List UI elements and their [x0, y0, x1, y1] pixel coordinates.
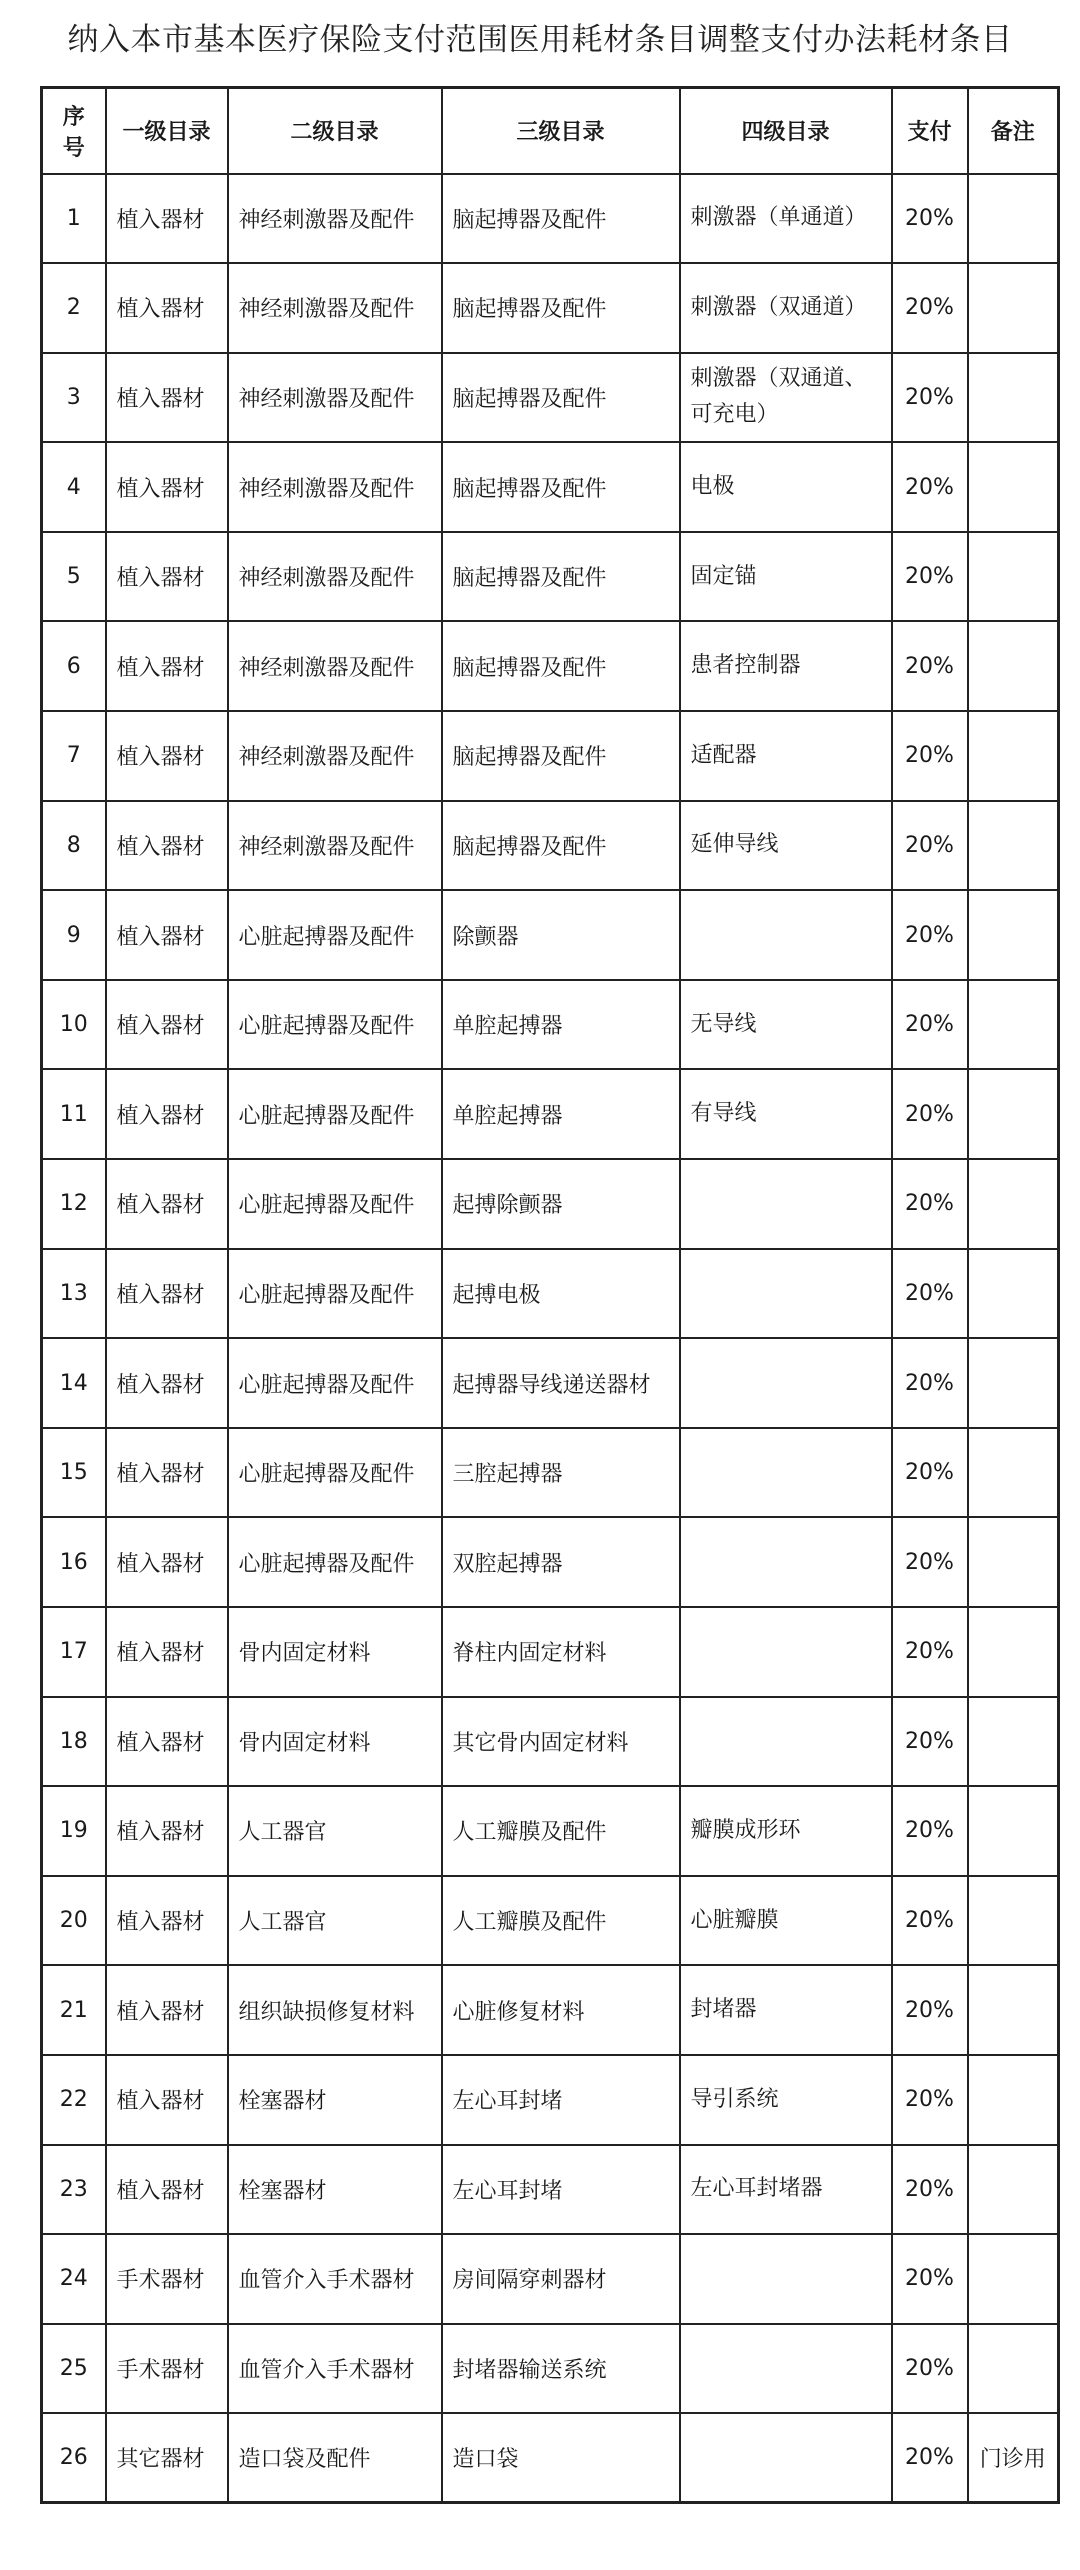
- row-number-cell: 4: [42, 442, 106, 532]
- level2-category-cell: 人工器官: [228, 1786, 442, 1876]
- level4-category-cell: [680, 1697, 892, 1787]
- level2-category-cell: 造口袋及配件: [228, 2413, 442, 2503]
- remark-cell: [968, 1249, 1059, 1339]
- level3-category-cell: 脑起搏器及配件: [442, 442, 680, 532]
- level3-category-cell: 脊柱内固定材料: [442, 1607, 680, 1697]
- row-number-cell: 20: [42, 1876, 106, 1966]
- table-row: [42, 174, 1059, 264]
- level1-category-cell: 植入器材: [106, 1786, 228, 1876]
- remark-cell: [968, 1786, 1059, 1876]
- row-number-cell: 21: [42, 1965, 106, 2055]
- remark-cell: [968, 1428, 1059, 1518]
- level4-category-cell: [680, 2324, 892, 2414]
- level4-category-cell: [680, 1249, 892, 1339]
- table-row: [42, 1249, 1059, 1339]
- payment-rate-cell: 20%: [892, 1517, 968, 1607]
- level1-category-cell: 植入器材: [106, 353, 228, 443]
- payment-rate-cell: 20%: [892, 1428, 968, 1518]
- level2-category-cell: 心脏起搏器及配件: [228, 1069, 442, 1159]
- level2-category-cell: 神经刺激器及配件: [228, 621, 442, 711]
- level3-category-cell: 除颤器: [442, 890, 680, 980]
- level3-category-cell: 脑起搏器及配件: [442, 263, 680, 353]
- level4-category-cell: [680, 2234, 892, 2324]
- table-row: [42, 621, 1059, 711]
- level1-category-cell: 植入器材: [106, 1876, 228, 1966]
- level3-category-cell: 双腔起搏器: [442, 1517, 680, 1607]
- level1-category-cell: 植入器材: [106, 174, 228, 264]
- row-number-cell: 6: [42, 621, 106, 711]
- table-row: [42, 801, 1059, 891]
- remark-cell: [968, 1517, 1059, 1607]
- level2-category-cell: 心脏起搏器及配件: [228, 890, 442, 980]
- remark-cell: [968, 2234, 1059, 2324]
- payment-rate-cell: 20%: [892, 711, 968, 801]
- level3-category-cell: 左心耳封堵: [442, 2055, 680, 2145]
- level4-category-cell: 刺激器（双通道、可充电）: [680, 353, 892, 443]
- payment-rate-cell: 20%: [892, 174, 968, 264]
- payment-rate-cell: 20%: [892, 1965, 968, 2055]
- level1-category-cell: 植入器材: [106, 890, 228, 980]
- table-row: [42, 1786, 1059, 1876]
- remark-cell: [968, 2145, 1059, 2235]
- level3-category-cell: 单腔起搏器: [442, 1069, 680, 1159]
- row-number-cell: 17: [42, 1607, 106, 1697]
- remark-cell: [968, 980, 1059, 1070]
- table-row: [42, 890, 1059, 980]
- level2-category-cell: 神经刺激器及配件: [228, 801, 442, 891]
- level2-category-cell: 神经刺激器及配件: [228, 263, 442, 353]
- table-row: [42, 1517, 1059, 1607]
- header-cell: 二级目录: [228, 88, 442, 174]
- level1-category-cell: 植入器材: [106, 711, 228, 801]
- row-number-cell: 2: [42, 263, 106, 353]
- row-number-cell: 16: [42, 1517, 106, 1607]
- payment-rate-cell: 20%: [892, 2234, 968, 2324]
- table-row: [42, 1338, 1059, 1428]
- row-number-cell: 18: [42, 1697, 106, 1787]
- header-cell: 三级目录: [442, 88, 680, 174]
- level1-category-cell: 植入器材: [106, 2055, 228, 2145]
- page-title: 纳入本市基本医疗保险支付范围医用耗材条目调整支付办法耗材条目: [67, 22, 1013, 58]
- level4-category-cell: 瓣膜成形环: [680, 1786, 892, 1876]
- payment-rate-cell: 20%: [892, 1249, 968, 1339]
- level4-category-cell: 心脏瓣膜: [680, 1876, 892, 1966]
- level1-category-cell: 植入器材: [106, 1697, 228, 1787]
- table-row: [42, 2234, 1059, 2324]
- payment-rate-cell: 20%: [892, 442, 968, 532]
- row-number-cell: 23: [42, 2145, 106, 2235]
- level3-category-cell: 脑起搏器及配件: [442, 801, 680, 891]
- level4-category-cell: 导引系统: [680, 2055, 892, 2145]
- level1-category-cell: 植入器材: [106, 980, 228, 1070]
- level2-category-cell: 心脏起搏器及配件: [228, 1249, 442, 1339]
- row-number-cell: 5: [42, 532, 106, 622]
- row-number-cell: 24: [42, 2234, 106, 2324]
- remark-cell: [968, 801, 1059, 891]
- level2-category-cell: 神经刺激器及配件: [228, 442, 442, 532]
- level2-category-cell: 血管介入手术器材: [228, 2234, 442, 2324]
- level3-category-cell: 起搏电极: [442, 1249, 680, 1339]
- remark-cell: [968, 1607, 1059, 1697]
- level1-category-cell: 植入器材: [106, 1159, 228, 1249]
- remark-cell: [968, 711, 1059, 801]
- level4-category-cell: 刺激器（双通道）: [680, 263, 892, 353]
- level4-category-cell: 适配器: [680, 711, 892, 801]
- payment-rate-cell: 20%: [892, 1159, 968, 1249]
- level1-category-cell: 植入器材: [106, 263, 228, 353]
- level2-category-cell: 骨内固定材料: [228, 1607, 442, 1697]
- payment-rate-cell: 20%: [892, 890, 968, 980]
- table-row: [42, 1428, 1059, 1518]
- table-row: [42, 442, 1059, 532]
- header-cell: 一级目录: [106, 88, 228, 174]
- remark-cell: [968, 621, 1059, 711]
- payment-rate-cell: 20%: [892, 801, 968, 891]
- remark-cell: [968, 1159, 1059, 1249]
- table-row: [42, 2055, 1059, 2145]
- header-cell: 序号: [42, 88, 106, 174]
- level3-category-cell: 脑起搏器及配件: [442, 621, 680, 711]
- level1-category-cell: 植入器材: [106, 1428, 228, 1518]
- level2-category-cell: 骨内固定材料: [228, 1697, 442, 1787]
- remark-cell: [968, 174, 1059, 264]
- remark-cell: [968, 1965, 1059, 2055]
- remark-cell: [968, 1069, 1059, 1159]
- level4-category-cell: 左心耳封堵器: [680, 2145, 892, 2235]
- payment-rate-cell: 20%: [892, 1607, 968, 1697]
- level4-category-cell: 患者控制器: [680, 621, 892, 711]
- header-cell: 备注: [968, 88, 1059, 174]
- payment-rate-cell: 20%: [892, 1697, 968, 1787]
- level4-category-cell: [680, 890, 892, 980]
- level2-category-cell: 血管介入手术器材: [228, 2324, 442, 2414]
- level1-category-cell: 植入器材: [106, 1069, 228, 1159]
- level2-category-cell: 神经刺激器及配件: [228, 353, 442, 443]
- remark-cell: [968, 2055, 1059, 2145]
- level1-category-cell: 植入器材: [106, 2145, 228, 2235]
- level3-category-cell: 起搏器导线递送器材: [442, 1338, 680, 1428]
- row-number-cell: 10: [42, 980, 106, 1070]
- row-number-cell: 14: [42, 1338, 106, 1428]
- row-number-cell: 25: [42, 2324, 106, 2414]
- payment-rate-cell: 20%: [892, 980, 968, 1070]
- level1-category-cell: 植入器材: [106, 532, 228, 622]
- payment-rate-cell: 20%: [892, 353, 968, 443]
- row-number-cell: 13: [42, 1249, 106, 1339]
- remark-cell: [968, 442, 1059, 532]
- level1-category-cell: 植入器材: [106, 621, 228, 711]
- level3-category-cell: 三腔起搏器: [442, 1428, 680, 1518]
- remark-cell: [968, 263, 1059, 353]
- table-row: [42, 1876, 1059, 1966]
- table-row: [42, 1607, 1059, 1697]
- row-number-cell: 7: [42, 711, 106, 801]
- level3-category-cell: 人工瓣膜及配件: [442, 1786, 680, 1876]
- level2-category-cell: 心脏起搏器及配件: [228, 1428, 442, 1518]
- level4-category-cell: [680, 2413, 892, 2503]
- level4-category-cell: [680, 1159, 892, 1249]
- remark-cell: 门诊用: [968, 2413, 1059, 2503]
- level4-category-cell: 无导线: [680, 980, 892, 1070]
- payment-rate-cell: 20%: [892, 2055, 968, 2145]
- table-row: [42, 532, 1059, 622]
- level1-category-cell: 植入器材: [106, 1965, 228, 2055]
- level1-category-cell: 手术器材: [106, 2234, 228, 2324]
- level1-category-cell: 植入器材: [106, 801, 228, 891]
- level2-category-cell: 栓塞器材: [228, 2145, 442, 2235]
- level2-category-cell: 心脏起搏器及配件: [228, 1159, 442, 1249]
- remark-cell: [968, 2324, 1059, 2414]
- level3-category-cell: 左心耳封堵: [442, 2145, 680, 2235]
- level4-category-cell: 固定锚: [680, 532, 892, 622]
- row-number-cell: 8: [42, 801, 106, 891]
- level1-category-cell: 手术器材: [106, 2324, 228, 2414]
- remark-cell: [968, 532, 1059, 622]
- payment-rate-cell: 20%: [892, 621, 968, 711]
- level3-category-cell: 脑起搏器及配件: [442, 711, 680, 801]
- row-number-cell: 12: [42, 1159, 106, 1249]
- table-row: [42, 1965, 1059, 2055]
- header-cell: 四级目录: [680, 88, 892, 174]
- payment-rate-cell: 20%: [892, 2145, 968, 2235]
- remark-cell: [968, 1338, 1059, 1428]
- row-number-cell: 19: [42, 1786, 106, 1876]
- table-body: [42, 174, 1059, 2503]
- table-row: [42, 711, 1059, 801]
- catalog-table: [40, 86, 1060, 2504]
- table-row: [42, 353, 1059, 443]
- level3-category-cell: 房间隔穿刺器材: [442, 2234, 680, 2324]
- row-number-cell: 15: [42, 1428, 106, 1518]
- table-row: [42, 2324, 1059, 2414]
- level2-category-cell: 心脏起搏器及配件: [228, 980, 442, 1070]
- level4-category-cell: 电极: [680, 442, 892, 532]
- level2-category-cell: 心脏起搏器及配件: [228, 1517, 442, 1607]
- level4-category-cell: [680, 1428, 892, 1518]
- level2-category-cell: 心脏起搏器及配件: [228, 1338, 442, 1428]
- table-row: [42, 2145, 1059, 2235]
- level1-category-cell: 植入器材: [106, 1249, 228, 1339]
- level3-category-cell: 脑起搏器及配件: [442, 532, 680, 622]
- payment-rate-cell: 20%: [892, 1069, 968, 1159]
- payment-rate-cell: 20%: [892, 1876, 968, 1966]
- table-row: [42, 1069, 1059, 1159]
- level1-category-cell: 植入器材: [106, 1517, 228, 1607]
- remark-cell: [968, 1876, 1059, 1966]
- level2-category-cell: 神经刺激器及配件: [228, 711, 442, 801]
- level1-category-cell: 植入器材: [106, 1338, 228, 1428]
- level4-category-cell: 延伸导线: [680, 801, 892, 891]
- level4-category-cell: 封堵器: [680, 1965, 892, 2055]
- row-number-cell: 3: [42, 353, 106, 443]
- row-number-cell: 1: [42, 174, 106, 264]
- level3-category-cell: 脑起搏器及配件: [442, 353, 680, 443]
- remark-cell: [968, 1697, 1059, 1787]
- table-row: [42, 1697, 1059, 1787]
- payment-rate-cell: 20%: [892, 2413, 968, 2503]
- level3-category-cell: 脑起搏器及配件: [442, 174, 680, 264]
- remark-cell: [968, 890, 1059, 980]
- level3-category-cell: 人工瓣膜及配件: [442, 1876, 680, 1966]
- header-row: [42, 88, 1059, 174]
- level3-category-cell: 起搏除颤器: [442, 1159, 680, 1249]
- row-number-cell: 11: [42, 1069, 106, 1159]
- level2-category-cell: 人工器官: [228, 1876, 442, 1966]
- row-number-cell: 9: [42, 890, 106, 980]
- payment-rate-cell: 20%: [892, 1786, 968, 1876]
- payment-rate-cell: 20%: [892, 263, 968, 353]
- level4-category-cell: [680, 1338, 892, 1428]
- level2-category-cell: 神经刺激器及配件: [228, 532, 442, 622]
- level3-category-cell: 封堵器输送系统: [442, 2324, 680, 2414]
- table-row: [42, 263, 1059, 353]
- table-row: [42, 2413, 1059, 2503]
- level4-category-cell: 刺激器（单通道）: [680, 174, 892, 264]
- level4-category-cell: 有导线: [680, 1069, 892, 1159]
- level1-category-cell: 植入器材: [106, 442, 228, 532]
- payment-rate-cell: 20%: [892, 2324, 968, 2414]
- level3-category-cell: 其它骨内固定材料: [442, 1697, 680, 1787]
- level4-category-cell: [680, 1607, 892, 1697]
- level4-category-cell: [680, 1517, 892, 1607]
- row-number-cell: 26: [42, 2413, 106, 2503]
- level1-category-cell: 植入器材: [106, 1607, 228, 1697]
- level3-category-cell: 造口袋: [442, 2413, 680, 2503]
- payment-rate-cell: 20%: [892, 1338, 968, 1428]
- table-row: [42, 980, 1059, 1070]
- payment-rate-cell: 20%: [892, 532, 968, 622]
- level2-category-cell: 神经刺激器及配件: [228, 174, 442, 264]
- table-row: [42, 1159, 1059, 1249]
- level3-category-cell: 单腔起搏器: [442, 980, 680, 1070]
- header-cell: 支付: [892, 88, 968, 174]
- level2-category-cell: 组织缺损修复材料: [228, 1965, 442, 2055]
- remark-cell: [968, 353, 1059, 443]
- row-number-cell: 22: [42, 2055, 106, 2145]
- level1-category-cell: 其它器材: [106, 2413, 228, 2503]
- level3-category-cell: 心脏修复材料: [442, 1965, 680, 2055]
- level2-category-cell: 栓塞器材: [228, 2055, 442, 2145]
